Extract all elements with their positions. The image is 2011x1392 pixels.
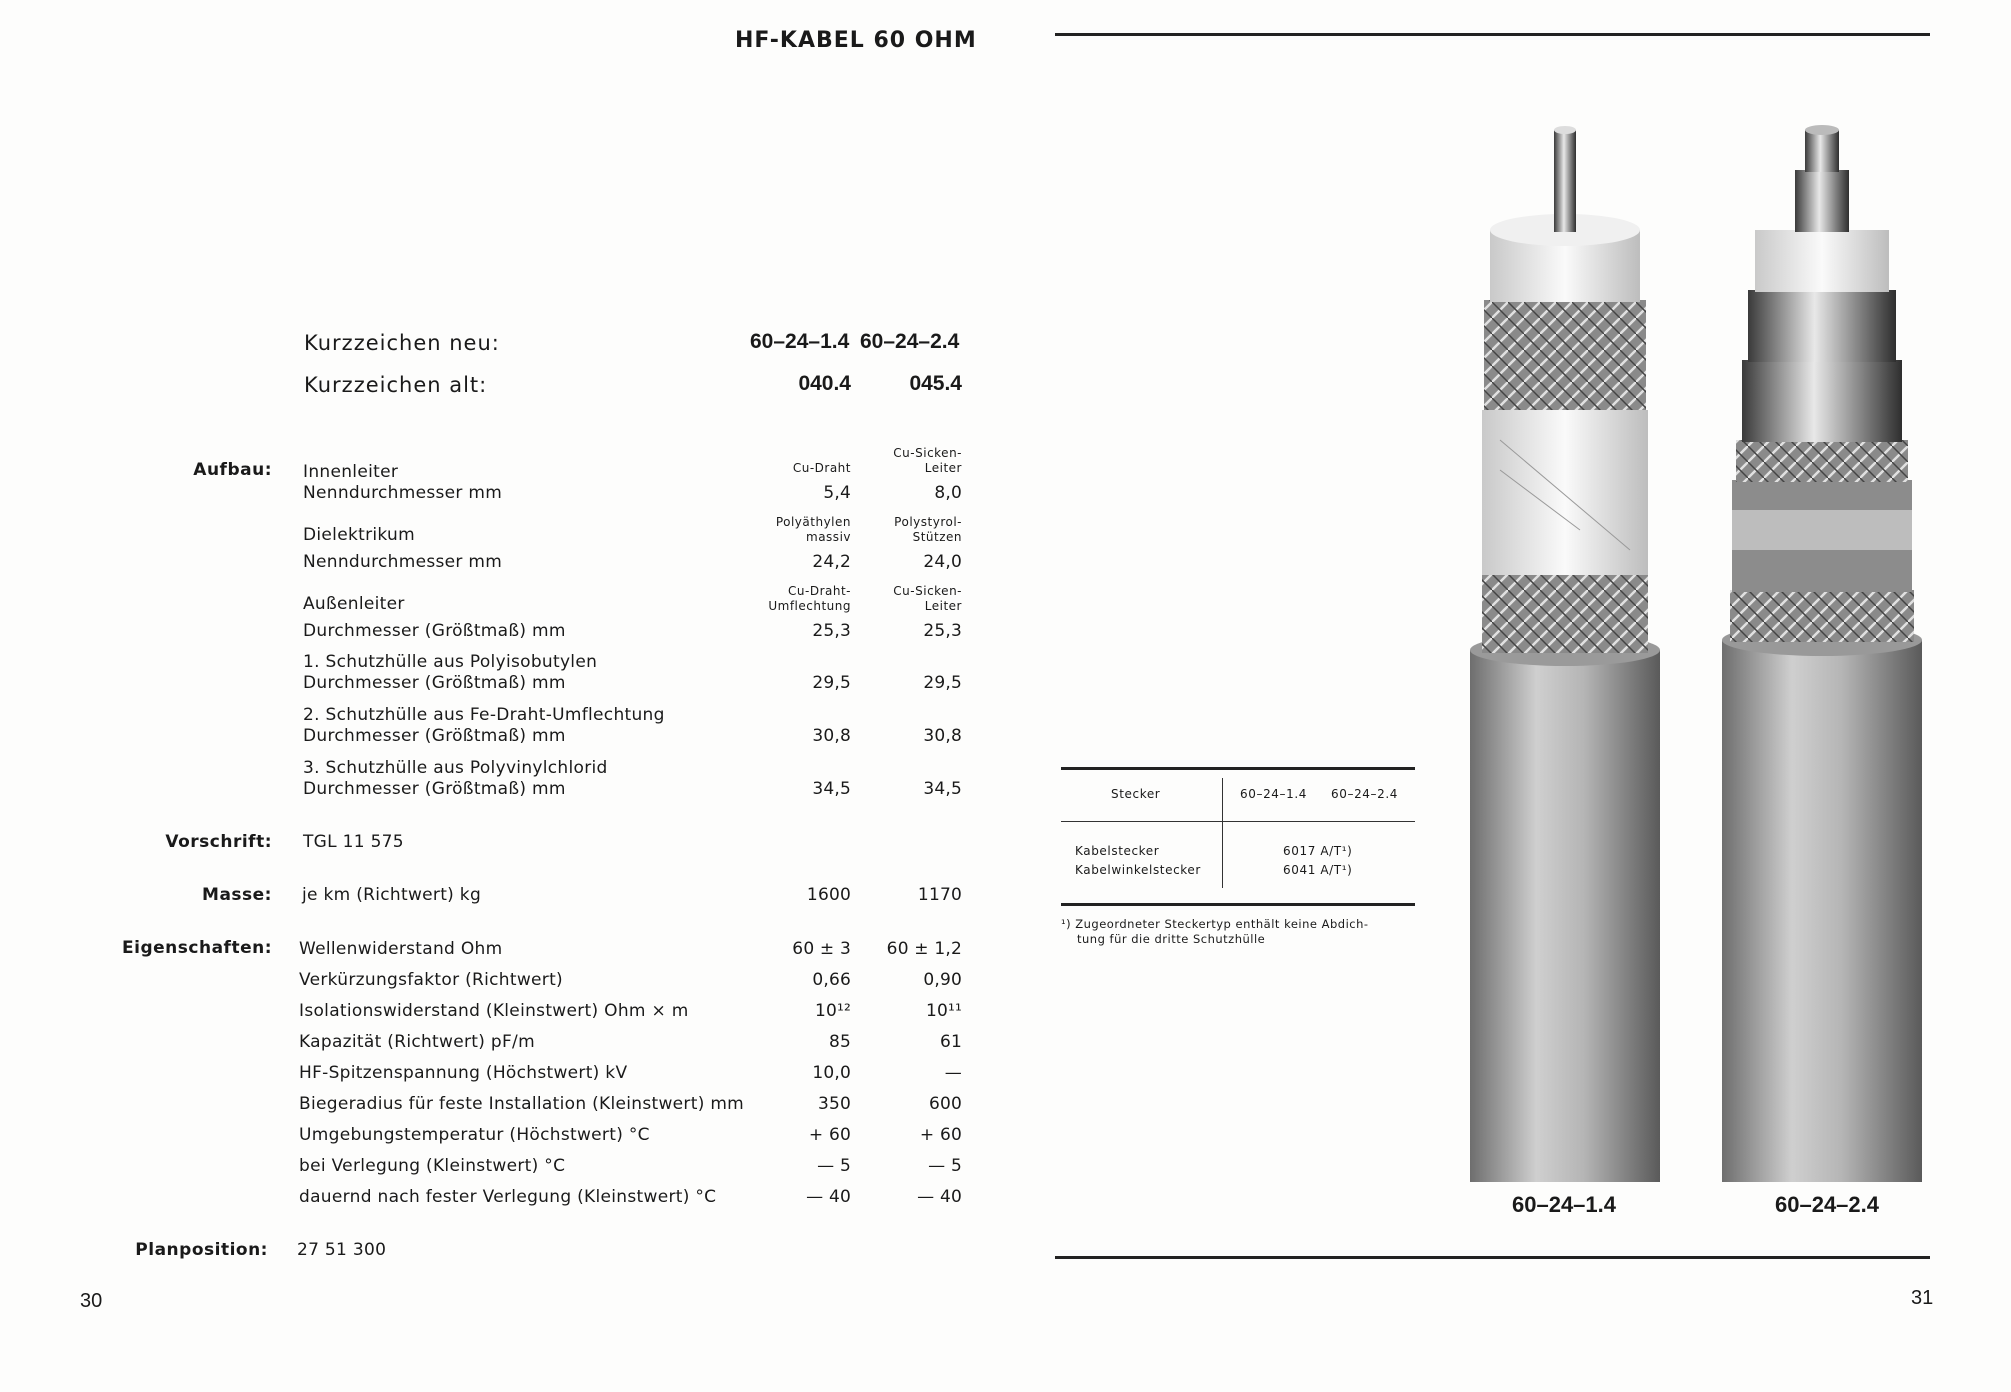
aussenleiter-label: Außenleiter [303, 594, 405, 614]
schutz1-value-1: 29,5 [812, 673, 851, 693]
aussenleiter-value-2: 25,3 [923, 621, 962, 641]
caption-cable-2: 60–24–2.4 [1775, 1192, 1879, 1217]
eig-row-kapazitaet-value-1: 85 [828, 1032, 851, 1052]
page-number-left: 30 [80, 1290, 103, 1312]
innenleiter-type-2-line2: Leiter [924, 461, 962, 475]
vorschrift-value: TGL 11 575 [303, 832, 404, 852]
eig-row-wellenwiderstand-value-2: 60 ± 1,2 [886, 939, 962, 959]
innenleiter-type-2-line1: Cu-Sicken- [893, 446, 962, 460]
innenleiter-sub: Nenndurchmesser mm [303, 483, 503, 503]
eig-row-umgebungstemperatur-value-2: + 60 [919, 1125, 962, 1145]
schutz2-label: 2. Schutzhülle aus Fe-Draht-Umflechtung [303, 705, 665, 725]
schutz3-sub: Durchmesser (Größtmaß) mm [303, 779, 566, 799]
page-title: HF-KABEL 60 OHM [735, 28, 977, 53]
eig-row-dauernd: dauernd nach fester Verlegung (Kleinstwert) °C [299, 1187, 717, 1207]
section-masse: Masse: [202, 885, 272, 905]
stecker-row2-value: 6041 A/T¹) [1283, 863, 1353, 877]
innenleiter-value-2: 8,0 [934, 483, 962, 503]
eig-row-verlegung: bei Verlegung (Kleinstwert) °C [299, 1156, 566, 1176]
stecker-footnote-line2: tung für die dritte Schutzhülle [1077, 932, 1266, 946]
eig-row-dauernd-value-1: — 40 [806, 1187, 851, 1207]
schutz2-value-1: 30,8 [812, 726, 851, 746]
kurzzeichen-alt-label: Kurzzeichen alt: [304, 373, 488, 397]
eig-row-biegeradius-value-2: 600 [928, 1094, 962, 1114]
eig-row-verkuerzung-value-2: 0,90 [923, 970, 962, 990]
aussenleiter-type-2-line1: Cu-Sicken- [893, 584, 962, 598]
top-rule [1055, 33, 1930, 36]
aussenleiter-type-1-line1: Cu-Draht- [788, 584, 851, 598]
innenleiter-value-1: 5,4 [823, 483, 851, 503]
section-vorschrift: Vorschrift: [165, 832, 272, 852]
aussenleiter-value-1: 25,3 [812, 621, 851, 641]
stecker-row1-value: 6017 A/T¹) [1283, 844, 1353, 858]
aussenleiter-type-1-line2: Umflechtung [768, 599, 851, 613]
schutz1-label: 1. Schutzhülle aus Polyisobutylen [303, 652, 598, 672]
innenleiter-type-1: Cu-Draht [792, 461, 851, 475]
kurzzeichen-alt-value-1: 040.4 [798, 372, 851, 395]
page-number-right: 31 [1911, 1287, 1934, 1309]
eig-row-umgebungstemperatur-value-1: + 60 [808, 1125, 851, 1145]
dielektrikum-type-1-line1: Polyäthylen [775, 515, 851, 529]
dielektrikum-type-2-line1: Polystyrol- [894, 515, 962, 529]
eig-row-isolation-value-2: 10¹¹ [925, 1001, 962, 1021]
stecker-row-kabelwinkelstecker: Kabelwinkelstecker [1075, 863, 1201, 877]
caption-cable-1: 60–24–1.4 [1512, 1192, 1616, 1217]
eig-row-dauernd-value-2: — 40 [917, 1187, 962, 1207]
dielektrikum-value-2: 24,0 [923, 552, 962, 572]
schutz1-sub: Durchmesser (Größtmaß) mm [303, 673, 566, 693]
eig-row-verlegung-value-2: — 5 [928, 1156, 962, 1176]
section-planposition: Planposition: [135, 1240, 268, 1260]
eig-row-verkuerzung: Verkürzungsfaktor (Richtwert) [299, 970, 563, 990]
eig-row-spitzenspannung: HF-Spitzenspannung (Höchstwert) kV [299, 1063, 628, 1083]
kurzzeichen-neu-value-1: 60–24–1.4 [750, 330, 850, 353]
schutz3-value-2: 34,5 [923, 779, 962, 799]
dielektrikum-sub: Nenndurchmesser mm [303, 552, 503, 572]
dielektrikum-type-2-line2: Stützen [912, 530, 962, 544]
eig-row-verlegung-value-1: — 5 [817, 1156, 851, 1176]
eig-row-umgebungstemperatur: Umgebungstemperatur (Höchstwert) °C [299, 1125, 650, 1145]
stecker-row-kabelstecker: Kabelstecker [1075, 844, 1160, 858]
eig-row-biegeradius: Biegeradius für feste Installation (Kleinstwert) mm [299, 1094, 745, 1114]
planposition-value: 27 51 300 [297, 1240, 387, 1260]
dielektrikum-label: Dielektrikum [303, 525, 415, 545]
schutz3-label: 3. Schutzhülle aus Polyvinylchlorid [303, 758, 608, 778]
eig-row-isolation-value-1: 10¹² [814, 1001, 851, 1021]
cable-60-24-2-4-illustration [1722, 125, 1922, 1182]
eig-row-verkuerzung-value-1: 0,66 [812, 970, 851, 990]
masse-value-2: 1170 [917, 885, 962, 905]
innenleiter-label: Innenleiter [303, 462, 399, 482]
stecker-table-column-divider [1222, 778, 1223, 888]
eig-row-spitzenspannung-value-1: 10,0 [812, 1063, 851, 1083]
kurzzeichen-neu-label: Kurzzeichen neu: [304, 331, 500, 355]
stecker-table [1061, 767, 1415, 906]
stecker-table-divider [1061, 821, 1415, 822]
kurzzeichen-neu-value-2: 60–24–2.4 [860, 330, 960, 353]
eig-row-wellenwiderstand: Wellenwiderstand Ohm [299, 939, 503, 959]
aussenleiter-sub: Durchmesser (Größtmaß) mm [303, 621, 566, 641]
masse-label: je km (Richtwert) kg [302, 885, 482, 905]
schutz1-value-2: 29,5 [923, 673, 962, 693]
section-eigenschaften: Eigenschaften: [122, 938, 272, 958]
eig-row-kapazitaet-value-2: 61 [939, 1032, 962, 1052]
masse-value-1: 1600 [806, 885, 851, 905]
schutz2-value-2: 30,8 [923, 726, 962, 746]
stecker-footnote-line1: ¹) Zugeordneter Steckertyp enthält keine Abdich- [1061, 917, 1369, 931]
eig-row-spitzenspannung-value-2: — [944, 1063, 962, 1083]
cable-60-24-1-4-illustration [1470, 126, 1660, 1182]
stecker-col-1: 60–24–1.4 [1240, 787, 1308, 801]
schutz3-value-1: 34,5 [812, 779, 851, 799]
stecker-header: Stecker [1111, 787, 1161, 801]
kurzzeichen-alt-value-2: 045.4 [909, 372, 962, 395]
dielektrikum-type-1-line2: massiv [806, 530, 851, 544]
section-aufbau: Aufbau: [193, 460, 272, 480]
bottom-rule [1055, 1256, 1930, 1259]
eig-row-isolation: Isolationswiderstand (Kleinstwert) Ohm × m [299, 1001, 689, 1021]
dielektrikum-value-1: 24,2 [812, 552, 851, 572]
eig-row-kapazitaet: Kapazität (Richtwert) pF/m [299, 1032, 535, 1052]
cable-cross-section-photo [1460, 110, 1930, 1182]
stecker-col-2: 60–24–2.4 [1331, 787, 1399, 801]
aussenleiter-type-2-line2: Leiter [924, 599, 962, 613]
schutz2-sub: Durchmesser (Größtmaß) mm [303, 726, 566, 746]
eig-row-biegeradius-value-1: 350 [817, 1094, 851, 1114]
eig-row-wellenwiderstand-value-1: 60 ± 3 [792, 939, 851, 959]
